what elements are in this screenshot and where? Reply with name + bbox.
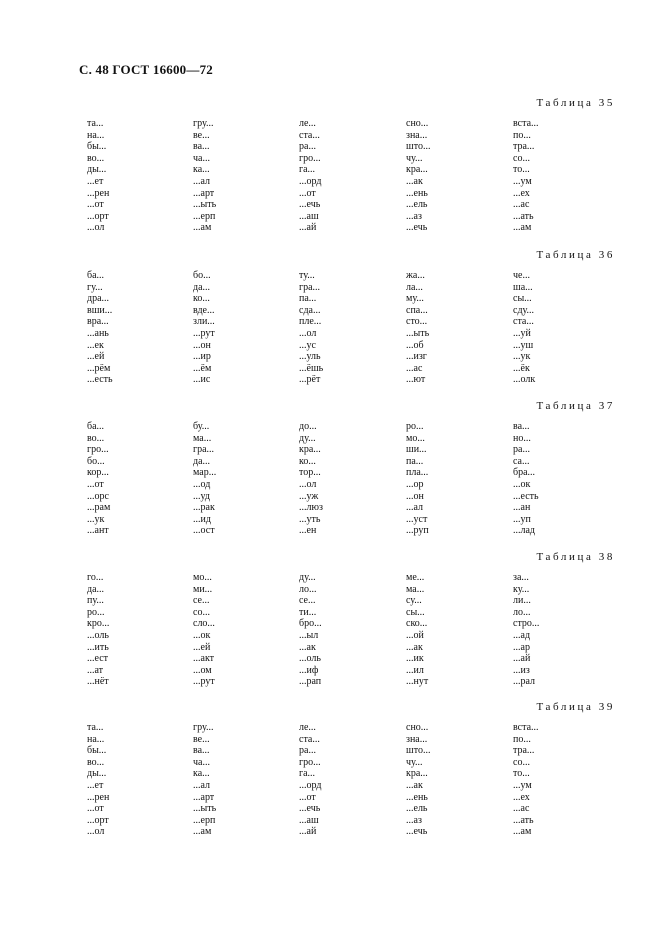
word-fragment: ...рал xyxy=(513,676,536,688)
word-fragment: ...рен xyxy=(87,791,110,803)
word-fragment: ...ол xyxy=(87,826,105,838)
word-fragment: ...люз xyxy=(299,502,323,514)
word-fragment: ...уш xyxy=(513,339,534,351)
word-fragment: ...аш xyxy=(299,210,319,222)
word-fragment: на... xyxy=(87,733,105,745)
word-fragment: ...ель xyxy=(406,199,428,211)
word-fragment: кра... xyxy=(299,444,321,456)
word-fragment: ...ей xyxy=(87,351,105,363)
word-fragment: то... xyxy=(513,768,530,780)
word-fragment: пу... xyxy=(87,595,104,607)
word-fragment: гу... xyxy=(87,281,103,293)
word-fragment: ...ен xyxy=(299,525,317,537)
word-fragment: ...оль xyxy=(299,653,321,665)
word-fragment: кор... xyxy=(87,467,109,479)
word-fragment: ...ир xyxy=(193,351,211,363)
table-column xyxy=(513,722,539,838)
word-fragment: ...рут xyxy=(193,676,215,688)
word-fragment: ...ад xyxy=(513,629,531,641)
word-fragment: ми... xyxy=(193,583,213,595)
table-title: Таблица 38 xyxy=(536,551,615,563)
word-fragment: го... xyxy=(87,572,104,583)
word-fragment: бра... xyxy=(513,467,536,479)
word-fragment: ...ест xyxy=(87,653,108,665)
word-fragment: вста... xyxy=(513,722,539,733)
word-fragment: ...ёк xyxy=(513,362,530,374)
word-fragment: бы... xyxy=(87,745,107,757)
word-fragment: ...ить xyxy=(87,641,109,653)
word-fragment: гру... xyxy=(193,722,214,733)
word-fragment: ...изг xyxy=(406,351,427,363)
word-fragment: ...ам xyxy=(513,826,532,838)
word-fragment: ...орт xyxy=(87,210,109,222)
word-fragment: ...ант xyxy=(87,525,109,537)
word-fragment: ...ар xyxy=(513,641,530,653)
word-fragment: ...ок xyxy=(193,629,211,641)
word-fragment: ...арт xyxy=(193,187,215,199)
word-fragment: ...есть xyxy=(513,490,539,502)
word-fragment: ...уть xyxy=(299,513,321,525)
word-fragment: ...он xyxy=(193,339,211,351)
table-column xyxy=(513,270,535,386)
word-fragment: ...ас xyxy=(406,362,423,374)
word-fragment: ...ень xyxy=(406,791,428,803)
word-fragment: ...от xyxy=(299,791,316,803)
word-fragment: ...од xyxy=(193,478,211,490)
word-fragment: ...ум xyxy=(513,175,532,187)
word-fragment: вде... xyxy=(193,304,215,316)
word-fragment: се... xyxy=(299,595,316,607)
word-fragment: ло... xyxy=(513,606,531,618)
word-fragment: ту... xyxy=(299,270,315,281)
word-fragment: што... xyxy=(406,745,431,757)
word-fragment: мар... xyxy=(193,467,217,479)
word-fragment: ...арт xyxy=(193,791,215,803)
word-fragment: ...иф xyxy=(299,664,319,676)
page-header: С. 48 ГОСТ 16600—72 xyxy=(79,62,213,77)
table-title: Таблица 36 xyxy=(536,249,615,261)
table-column xyxy=(299,118,321,234)
word-fragment: по... xyxy=(513,129,531,141)
word-fragment: гра... xyxy=(299,281,321,293)
word-fragment: па... xyxy=(299,293,317,305)
word-fragment: ...ат xyxy=(87,664,104,676)
word-fragment: на... xyxy=(87,129,105,141)
word-fragment: тор... xyxy=(299,467,321,479)
word-fragment: ста... xyxy=(299,733,320,745)
word-fragment: па... xyxy=(406,455,424,467)
word-fragment: ...ень xyxy=(406,187,428,199)
word-fragment: ро... xyxy=(87,606,105,618)
table-column xyxy=(299,421,323,537)
word-fragment: бу... xyxy=(193,421,210,432)
word-fragment: ста... xyxy=(513,316,534,328)
word-fragment: ...олк xyxy=(513,374,536,386)
word-fragment: ти... xyxy=(299,606,317,618)
word-fragment: во... xyxy=(87,756,105,768)
word-fragment: ...ид xyxy=(193,513,211,525)
word-fragment: до... xyxy=(299,421,317,432)
word-fragment: гра... xyxy=(193,444,215,456)
word-fragment: кра... xyxy=(406,164,428,176)
word-fragment: по... xyxy=(513,733,531,745)
table-column xyxy=(193,421,216,537)
table-column xyxy=(406,722,430,838)
word-fragment: сто... xyxy=(406,316,428,328)
word-fragment: ста... xyxy=(299,129,320,141)
table-column xyxy=(87,421,110,537)
word-fragment: ...ам xyxy=(193,222,212,234)
word-fragment: ...ам xyxy=(193,826,212,838)
word-fragment: му... xyxy=(406,293,424,305)
word-fragment: ...ек xyxy=(87,339,104,351)
word-fragment: сно... xyxy=(406,118,429,129)
word-fragment: ...ыл xyxy=(299,629,319,641)
word-fragment: ...ал xyxy=(193,779,211,791)
table-column xyxy=(406,270,429,386)
word-fragment: жа... xyxy=(406,270,425,281)
word-fragment: ...он xyxy=(406,490,424,502)
word-fragment: ...ол xyxy=(299,327,317,339)
word-fragment: ...ом xyxy=(193,664,212,676)
word-fragment: ба... xyxy=(87,421,105,432)
word-fragment: ...об xyxy=(406,339,424,351)
word-fragment: ме... xyxy=(406,572,425,583)
word-fragment: та... xyxy=(87,118,104,129)
word-fragment: са... xyxy=(513,455,530,467)
word-fragment: што... xyxy=(406,141,431,153)
word-fragment: ро... xyxy=(406,421,424,432)
table-column xyxy=(87,118,109,234)
word-fragment: ...рём xyxy=(87,362,111,374)
word-fragment: ...ок xyxy=(513,478,531,490)
word-fragment: ...ечь xyxy=(299,803,321,815)
word-fragment: ...ак xyxy=(406,175,423,187)
word-fragment: ...орд xyxy=(299,779,322,791)
word-fragment: ...ал xyxy=(193,175,211,187)
word-fragment: во... xyxy=(87,152,105,164)
word-fragment: дра... xyxy=(87,293,110,305)
word-fragment: ...из xyxy=(513,664,530,676)
word-fragment: со... xyxy=(513,152,530,164)
word-fragment: ма... xyxy=(193,432,212,444)
table-column xyxy=(193,722,216,838)
word-fragment: ...ак xyxy=(406,779,423,791)
word-fragment: ...ыть xyxy=(406,327,430,339)
word-fragment: вши... xyxy=(87,304,113,316)
word-fragment: ...ечь xyxy=(299,199,321,211)
word-fragment: ...нут xyxy=(406,676,429,688)
word-fragment: бо... xyxy=(87,455,105,467)
word-fragment: ...ерп xyxy=(193,210,216,222)
word-fragment: ...ей xyxy=(193,641,211,653)
table-column xyxy=(299,572,322,688)
word-fragment: тра... xyxy=(513,745,535,757)
word-fragment: ...рут xyxy=(193,327,215,339)
word-fragment: вста... xyxy=(513,118,539,129)
word-fragment: ды... xyxy=(87,768,107,780)
word-fragment: ...орт xyxy=(87,814,109,826)
word-fragment: ла... xyxy=(406,281,423,293)
word-fragment: ду... xyxy=(299,572,316,583)
word-fragment: ...уж xyxy=(299,490,319,502)
table-column xyxy=(406,421,429,537)
table-column xyxy=(193,572,215,688)
word-fragment: ра... xyxy=(299,745,316,757)
word-fragment: ...ол xyxy=(87,222,105,234)
word-fragment: ли... xyxy=(513,595,531,607)
word-fragment: во... xyxy=(87,432,105,444)
word-fragment: ...ечь xyxy=(406,222,428,234)
word-fragment: ва... xyxy=(193,141,210,153)
word-fragment: су... xyxy=(406,595,422,607)
word-fragment: чу... xyxy=(406,152,423,164)
word-fragment: со... xyxy=(193,606,210,618)
word-fragment: ...ех xyxy=(513,187,530,199)
word-fragment: сду... xyxy=(513,304,535,316)
table-title: Таблица 35 xyxy=(536,97,615,109)
word-fragment: га... xyxy=(299,768,316,780)
word-fragment: ...от xyxy=(87,803,104,815)
word-fragment: ...рёт xyxy=(299,374,321,386)
table-column xyxy=(513,421,539,537)
word-fragment: ...нёт xyxy=(87,676,109,688)
word-fragment: зна... xyxy=(406,733,428,745)
word-fragment: ма... xyxy=(406,583,425,595)
word-fragment: ...рен xyxy=(87,187,110,199)
word-fragment: ...рап xyxy=(299,676,322,688)
word-fragment: ...ик xyxy=(406,653,424,665)
table-title: Таблица 39 xyxy=(536,701,615,713)
word-fragment: ...ай xyxy=(299,222,317,234)
word-fragment: бро... xyxy=(299,618,322,630)
word-fragment: ве... xyxy=(193,733,210,745)
word-fragment: ло... xyxy=(299,583,317,595)
word-fragment: ...уль xyxy=(299,351,321,363)
word-fragment: ...ай xyxy=(513,653,531,665)
word-fragment: ко... xyxy=(193,293,210,305)
word-fragment: но... xyxy=(513,432,531,444)
word-fragment: кра... xyxy=(406,768,428,780)
word-fragment: сы... xyxy=(406,606,425,618)
word-fragment: ка... xyxy=(193,164,210,176)
word-fragment: гро... xyxy=(299,756,321,768)
word-fragment: сы... xyxy=(513,293,532,305)
word-fragment: вра... xyxy=(87,316,109,328)
word-fragment: ...от xyxy=(87,478,104,490)
word-fragment: ...ечь xyxy=(406,826,428,838)
word-fragment: ...орс xyxy=(87,490,109,502)
word-fragment: ...ам xyxy=(513,222,532,234)
word-fragment: ...ак xyxy=(406,641,423,653)
word-fragment: ра... xyxy=(513,444,530,456)
table-column xyxy=(513,572,539,688)
word-fragment: ...ан xyxy=(513,502,531,514)
table-column xyxy=(87,572,109,688)
word-fragment: ...уст xyxy=(406,513,428,525)
word-fragment: за... xyxy=(513,572,529,583)
word-fragment: ба... xyxy=(87,270,105,281)
word-fragment: стро... xyxy=(513,618,540,630)
table-column xyxy=(299,270,323,386)
table-column xyxy=(406,572,428,688)
word-fragment: ...ил xyxy=(406,664,424,676)
word-fragment: ...ук xyxy=(87,513,105,525)
word-fragment: ша... xyxy=(513,281,533,293)
word-fragment: ...ех xyxy=(513,791,530,803)
table-column xyxy=(87,270,113,386)
word-fragment: со... xyxy=(513,756,530,768)
word-fragment: ...ост xyxy=(193,525,215,537)
word-fragment: ...ать xyxy=(513,210,534,222)
word-fragment: ши... xyxy=(406,444,427,456)
word-fragment: ...лад xyxy=(513,525,536,537)
table-column xyxy=(193,270,215,386)
word-fragment: сно... xyxy=(406,722,429,733)
word-fragment: ...аш xyxy=(299,814,319,826)
word-fragment: ...аз xyxy=(406,210,422,222)
word-fragment: га... xyxy=(299,164,316,176)
word-fragment: ...ёшь xyxy=(299,362,324,374)
table-column xyxy=(406,118,430,234)
word-fragment: ...руп xyxy=(406,525,429,537)
word-fragment: ...ет xyxy=(87,175,104,187)
word-fragment: ...аз xyxy=(406,814,422,826)
word-fragment: ...рам xyxy=(87,502,111,514)
word-fragment: ...ус xyxy=(299,339,316,351)
word-fragment: ва... xyxy=(193,745,210,757)
word-fragment: ча... xyxy=(193,756,210,768)
word-fragment: ...ой xyxy=(406,629,424,641)
word-fragment: ...от xyxy=(87,199,104,211)
word-fragment: че... xyxy=(513,270,530,281)
word-fragment: та... xyxy=(87,722,104,733)
word-fragment: бо... xyxy=(193,270,211,281)
word-fragment: ча... xyxy=(193,152,210,164)
word-fragment: ско... xyxy=(406,618,428,630)
table-column xyxy=(193,118,216,234)
word-fragment: ...ют xyxy=(406,374,426,386)
word-fragment: да... xyxy=(87,583,105,595)
word-fragment: зна... xyxy=(406,129,428,141)
word-fragment: мо... xyxy=(406,432,425,444)
word-fragment: ...ай xyxy=(299,826,317,838)
word-fragment: сда... xyxy=(299,304,321,316)
word-fragment: ле... xyxy=(299,722,316,733)
word-fragment: ...ас xyxy=(513,803,530,815)
word-fragment: пла... xyxy=(406,467,429,479)
word-fragment: ды... xyxy=(87,164,107,176)
word-fragment: ле... xyxy=(299,118,316,129)
word-fragment: ...ум xyxy=(513,779,532,791)
word-fragment: ...ыть xyxy=(193,803,217,815)
word-fragment: бы... xyxy=(87,141,107,153)
word-fragment: да... xyxy=(193,281,211,293)
word-fragment: ...уд xyxy=(193,490,210,502)
word-fragment: гру... xyxy=(193,118,214,129)
word-fragment: се... xyxy=(193,595,210,607)
word-fragment: ...ать xyxy=(513,814,534,826)
word-fragment: спа... xyxy=(406,304,428,316)
word-fragment: ду... xyxy=(299,432,316,444)
word-fragment: сло... xyxy=(193,618,215,630)
word-fragment: гро... xyxy=(87,444,109,456)
word-fragment: ...оль xyxy=(87,629,109,641)
word-fragment: то... xyxy=(513,164,530,176)
word-fragment: ...акт xyxy=(193,653,215,665)
word-fragment: ...ас xyxy=(513,199,530,211)
word-fragment: ...рак xyxy=(193,502,215,514)
word-fragment: кро... xyxy=(87,618,110,630)
word-fragment: ...ань xyxy=(87,327,109,339)
word-fragment: да... xyxy=(193,455,211,467)
word-fragment: ...ет xyxy=(87,779,104,791)
word-fragment: ...ор xyxy=(406,478,424,490)
word-fragment: ...есть xyxy=(87,374,113,386)
table-column xyxy=(513,118,539,234)
word-fragment: ...ол xyxy=(299,478,317,490)
word-fragment: ...ис xyxy=(193,374,211,386)
word-fragment: ра... xyxy=(299,141,316,153)
table-title: Таблица 37 xyxy=(536,400,615,412)
word-fragment: ...ём xyxy=(193,362,212,374)
word-fragment: ва... xyxy=(513,421,530,432)
word-fragment: ...ук xyxy=(513,351,531,363)
word-fragment: гро... xyxy=(299,152,321,164)
word-fragment: ...орд xyxy=(299,175,322,187)
word-fragment: ве... xyxy=(193,129,210,141)
word-fragment: зли... xyxy=(193,316,215,328)
word-fragment: мо... xyxy=(193,572,212,583)
word-fragment: тра... xyxy=(513,141,535,153)
word-fragment: ...ыть xyxy=(193,199,217,211)
word-fragment: ко... xyxy=(299,455,316,467)
word-fragment: ка... xyxy=(193,768,210,780)
word-fragment: пле... xyxy=(299,316,322,328)
table-column xyxy=(87,722,109,838)
table-column xyxy=(299,722,321,838)
word-fragment: ...ал xyxy=(406,502,424,514)
word-fragment: ...ак xyxy=(299,641,316,653)
word-fragment: чу... xyxy=(406,756,423,768)
word-fragment: ...от xyxy=(299,187,316,199)
word-fragment: ...уй xyxy=(513,327,531,339)
word-fragment: ...уп xyxy=(513,513,531,525)
word-fragment: ...ерп xyxy=(193,814,216,826)
word-fragment: ку... xyxy=(513,583,530,595)
word-fragment: ...ель xyxy=(406,803,428,815)
